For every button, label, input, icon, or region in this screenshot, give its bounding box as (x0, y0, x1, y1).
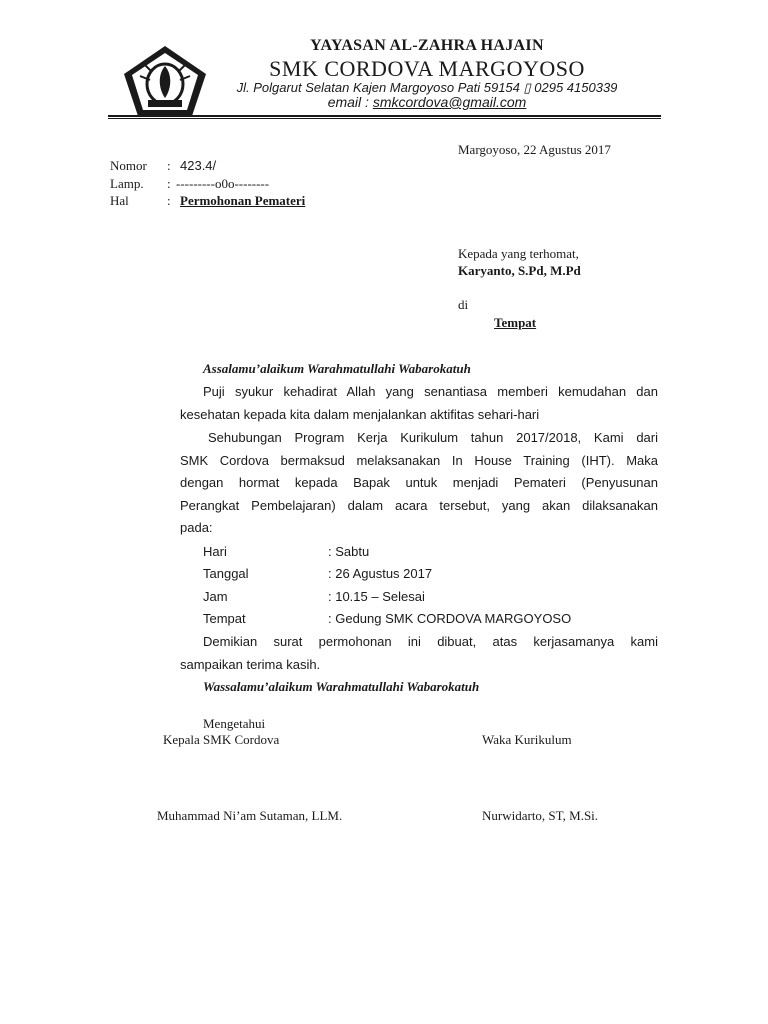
letterhead-divider (108, 115, 661, 117)
salam-closing: Wassalamu’alaikum Warahmatullahi Wabarokatuh (203, 679, 480, 694)
paragraph-2-line-1 (180, 430, 658, 445)
paragraph-2-line-1-text: Sehubungan Program Kerja Kurikulum tahun 2017/2018, Kami dari (208, 430, 658, 445)
paragraph-2-line-2: SMK Cordova bermaksud melaksanakan In House Training (IHT). Maka (180, 453, 658, 468)
lamp-label: Lamp. (110, 176, 144, 191)
right-signer-title: Waka Kurikulum (482, 732, 572, 747)
nomor-label: Nomor (110, 158, 147, 173)
detail-label-jam: Jam (203, 589, 228, 604)
letterhead-divider-thin (108, 118, 661, 119)
paragraph-1-line-1 (180, 384, 658, 399)
email-link[interactable]: smkcordova@gmail.com (372, 94, 527, 110)
paragraph-2-line-4: Perangkat Pembelajaran) dalam acara tersebut, yang akan dilaksanakan (180, 498, 658, 513)
email-label: email : (327, 94, 369, 110)
hal-colon: : (167, 193, 171, 208)
left-signer-name: Muhammad Ni’am Sutaman, LLM. (157, 808, 343, 823)
lamp-colon: : (167, 176, 171, 191)
salam-opening: Assalamu’alaikum Warahmatullahi Wabarokatuh (203, 361, 471, 376)
nomor-value: 423.4/ (180, 158, 217, 173)
hal-label: Hal (110, 193, 129, 208)
recipient-tempat: Tempat (494, 315, 537, 330)
paragraph-2-line-3: dengan hormat kepada Bapak untuk menjadi Pemateri (Penyusunan (180, 475, 658, 490)
recipient-greeting: Kepada yang terhomat, (458, 246, 579, 261)
detail-value-tanggal: : 26 Agustus 2017 (328, 566, 433, 581)
paragraph-3-line-2: sampaikan terima kasih. (180, 657, 321, 672)
paragraph-3-line-1-text: Demikian surat permohonan ini dibuat, atas kerjasamanya kami (203, 634, 658, 649)
hal-value: Permohonan Pemateri (180, 193, 306, 208)
school-address: Jl. Polgarut Selatan Kajen Margoyoso Pati 59154 ▯ 0295 4150339 (236, 80, 618, 95)
school-name: SMK CORDOVA MARGOYOSO (269, 56, 585, 81)
paragraph-1-line-2: kesehatan kepada kita dalam menjalankan aktifitas sehari-hari (180, 407, 540, 422)
nomor-colon: : (167, 158, 171, 173)
foundation-name: YAYASAN AL-ZAHRA HAJAIN (310, 37, 544, 54)
detail-value-tempat: : Gedung SMK CORDOVA MARGOYOSO (328, 611, 572, 626)
detail-value-jam: : 10.15 – Selesai (328, 589, 425, 604)
detail-label-tanggal: Tanggal (203, 566, 249, 581)
detail-value-hari: : Sabtu (328, 544, 370, 559)
school-email-line (0, 94, 768, 110)
left-signer-title: Kepala SMK Cordova (163, 732, 280, 747)
mengetahui-label: Mengetahui (203, 716, 266, 731)
detail-label-tempat: Tempat (203, 611, 246, 626)
lamp-value: ---------o0o-------- (176, 176, 270, 191)
paragraph-1-line-1-text: Puji syukur kehadirat Allah yang senantiasa memberi kemudahan dan (203, 384, 658, 399)
paragraph-3-line-1 (180, 634, 658, 649)
letter-date: Margoyoso, 22 Agustus 2017 (458, 142, 611, 157)
recipient-name: Karyanto, S.Pd, M.Pd (458, 263, 581, 278)
right-signer-name: Nurwidarto, ST, M.Si. (482, 808, 599, 823)
detail-label-hari: Hari (203, 544, 227, 559)
paragraph-2-line-5: pada: (180, 520, 213, 535)
recipient-di: di (458, 297, 469, 312)
